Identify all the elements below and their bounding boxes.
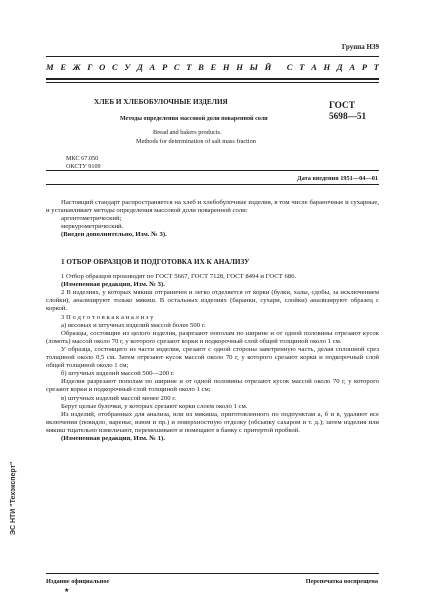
heading-letter: Т: [299, 62, 305, 72]
heading-letter: С: [286, 62, 293, 72]
heading-letter: Й: [264, 62, 272, 72]
top-rule: [46, 56, 379, 57]
heading-letter: Е: [60, 62, 67, 72]
gost-code: 5698—51: [329, 111, 367, 122]
reprint-prohibited-label: Перепечатка воспрещена: [305, 578, 378, 585]
clause-3-heading: 3 П о д г о т о в к а к а н а л и з у: [61, 313, 154, 321]
heading-letter: Г: [87, 62, 93, 72]
heading-letter: В: [198, 62, 204, 72]
clause-3-edit-note: (Измененная редакция, Изм. № 1).: [61, 434, 165, 442]
clause-3a-text-1: Образцы, состоящие из целого изделия, разрезают пополам по ширине и от одной половины отрезают кусок (ломоть) массой около 70 г, у которого срезают корки и подкорочный слой общей толщиной около 1 см.: [46, 329, 379, 345]
date-rule-bottom: [46, 184, 379, 185]
clause-1: 1 Отбор образцов производят по ГОСТ 5667, ГОСТ 7128, ГОСТ 8494 и ГОСТ 686.: [61, 273, 297, 281]
heading-letter: Н: [222, 62, 230, 72]
mks-code: МКС 67.050: [66, 155, 99, 162]
star-mark: ★: [64, 588, 70, 594]
method-mercurometric: меркурометрический.: [61, 223, 124, 231]
heading-letter: Р: [161, 62, 168, 72]
clause-3a: а) весовых и штучных изделий массой более 500 г.: [61, 321, 206, 329]
heading-letter: О: [99, 62, 106, 72]
section-heading: 1 ОТБОР ОБРАЗЦОВ И ПОДГОТОВКА ИХ К АНАЛИЗУ: [61, 258, 250, 266]
heading-rule-thick: [46, 78, 379, 80]
clause-3b: б) штучных изделий массой 500—200 г.: [61, 370, 175, 378]
date-rule: [46, 170, 379, 171]
gost-label: ГОСТ: [329, 101, 355, 111]
english-title-1: Bread and bakers products.: [153, 129, 222, 136]
intro-paragraph: Настоящий стандарт распространяется на хлеб и хлебобулочные изделия, в том числе бараночные и сухарные, и устанавливает методы определения массовой доли поваренной соли:: [46, 199, 379, 215]
heading-letter: Т: [186, 62, 192, 72]
clause-3c-text-2: Из изделий, отобранных для анализа, или из мякиша, приготовленного по подпунктам а, б и в, удаляют все включения (повидло, варенье, изюм и пр.) и поверхностную отделку (обсыпку сахаром и т. д.); затем изделия или мякиш тщательно измельчают, перемешивают и помещают в банку с притертой пробкой.: [46, 410, 379, 434]
clause-3c-text-1: Берут целые булочки, у которых срезают корки слоем около 1 см.: [61, 402, 248, 410]
method-argentometric: аргентометрический;: [61, 215, 122, 223]
clause-3c: в) штучных изделий массой менее 200 г.: [61, 394, 176, 402]
heading-letter: А: [349, 62, 356, 72]
clause-3b-text: Изделия разрезают пополам по ширине и от одной половины отрезают кусок массой около 70 г, у которого срезают корки и подкорочный слой толщиной около 1 см;: [46, 378, 379, 394]
document-subtitle: Методы определения массовой доли поваренной соли: [120, 116, 268, 122]
intro-edit-note: (Введен дополнительно, Изм. № 3).: [61, 231, 167, 239]
group-code: Группа Н39: [341, 43, 379, 51]
english-title-2: Methods for determination of salt mass fraction: [136, 138, 256, 145]
heading-letter: С: [173, 62, 180, 72]
footer-rule: [46, 573, 379, 574]
side-stamp: ЭС НТИ "Техэксперт": [10, 461, 17, 535]
standard-type-heading: [46, 62, 379, 72]
gost-number: [329, 101, 366, 122]
introduction-date: Дата введения 1951—04—01: [297, 175, 378, 182]
heading-letter: М: [46, 62, 54, 72]
heading-letter: Д: [137, 62, 143, 72]
heading-letter: Н: [323, 62, 331, 72]
clause-3a-text-2: У образца, состоящего из части изделия, срезают с одной стороны заветренную часть, делая сплошной срез толщиной около 0,5 см. Затем отрезают кусок массой около 70 г, у которого срезают корки и подкорочный слой общей толщиной около 1 см;: [46, 345, 379, 370]
heading-letter: А: [149, 62, 156, 72]
intro-block: [46, 199, 379, 239]
official-edition-label: Издание официальное: [46, 578, 110, 585]
clause-2: 2 В изделиях, у которых мякиш отграничен и легко отделяется от корки (булки, халы, сдобы, за исключением слойки), анализируют только мякиш. В остальных изделиях (баранки, сухари, слойки) анализируют образец с коркой.: [46, 289, 379, 313]
heading-letter: А: [311, 62, 317, 72]
heading-rule-thin: [46, 82, 379, 83]
heading-letter: Ы: [249, 62, 258, 72]
okstu-code: ОКСТУ 9109: [66, 163, 101, 170]
heading-letter: У: [124, 62, 131, 72]
section-1: [46, 258, 379, 443]
clause-1-edit-note: (Измененная редакция, Изм. № 3).: [61, 281, 165, 289]
heading-letter: Р: [361, 62, 367, 72]
classification-codes: [66, 155, 101, 171]
heading-letter: Д: [336, 62, 343, 72]
heading-letter: Е: [210, 62, 217, 72]
heading-letter: С: [111, 62, 118, 72]
heading-letter: Ж: [72, 62, 81, 72]
heading-letter: [278, 62, 280, 72]
heading-letter: Н: [236, 62, 243, 72]
heading-letter: Т: [373, 62, 379, 72]
document-title: ХЛЕБ И ХЛЕБОБУЛОЧНЫЕ ИЗДЕЛИЯ: [94, 98, 228, 106]
